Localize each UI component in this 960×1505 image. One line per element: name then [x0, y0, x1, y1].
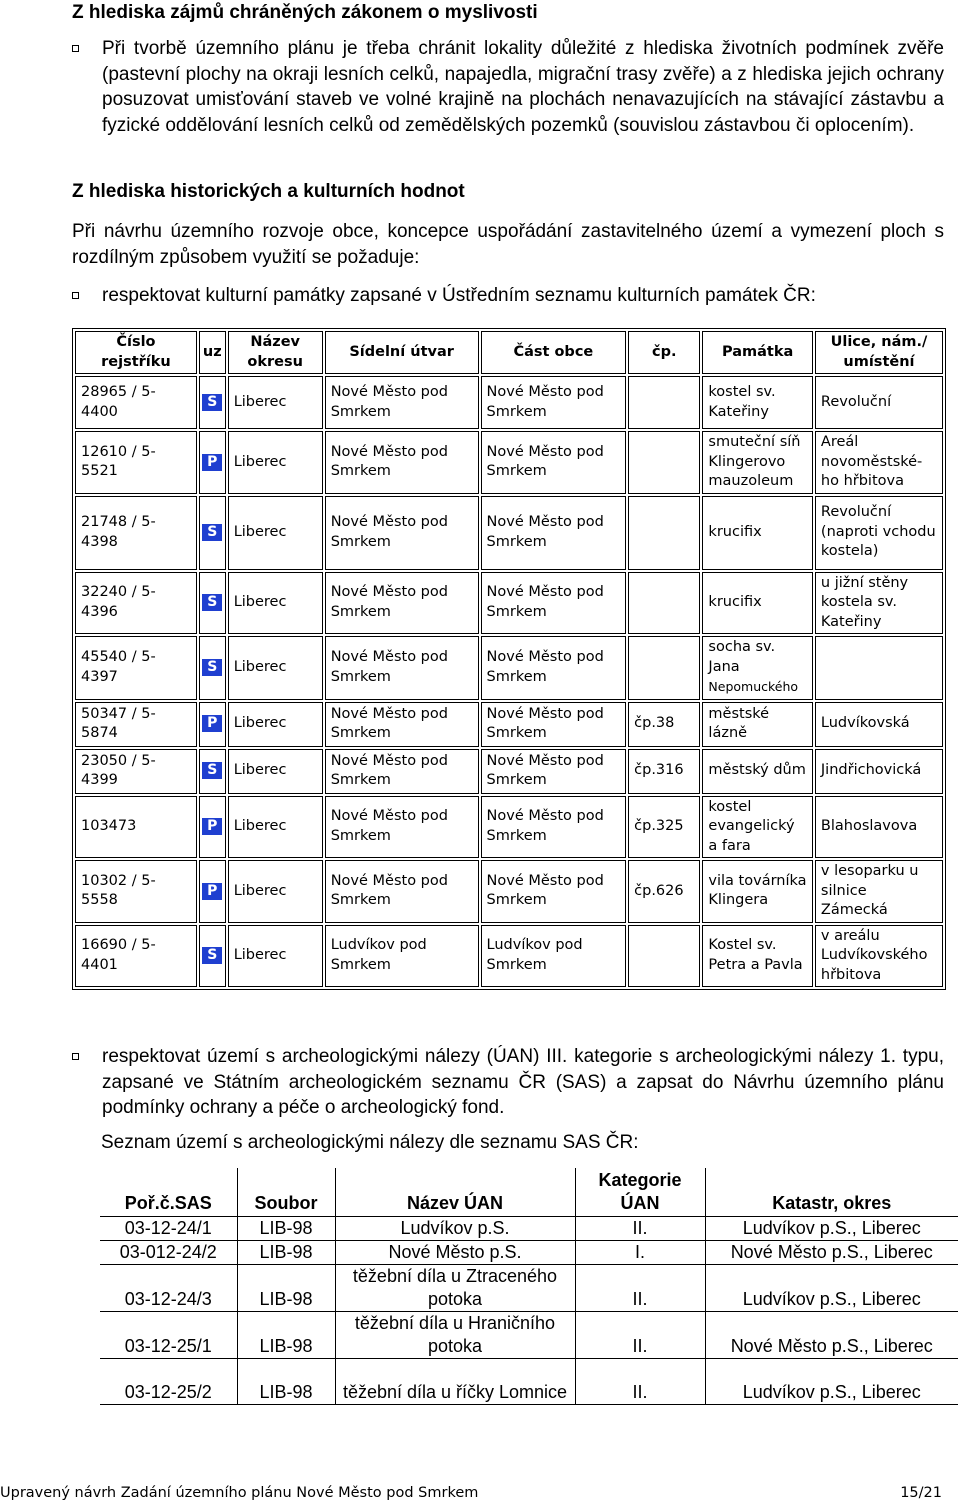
- table-header-row: [75, 331, 943, 374]
- intro-paragraph: Při návrhu územního rozvoje obce, koncepce uspořádání zastavitelného území a vymezení ploch s rozdílným způsobem využití se požaduje:: [72, 221, 944, 268]
- cell-ulice: Blahoslavova: [815, 796, 943, 859]
- cell-cast: Nové Město pod Smrkem: [481, 702, 627, 747]
- cell-okres: Liberec: [228, 496, 323, 570]
- cell-ulice: Revoluční: [815, 376, 943, 429]
- cell-uz: [199, 925, 226, 988]
- cell-uz: [199, 636, 226, 700]
- cell-cast: Nové Město pod Smrkem: [481, 860, 627, 923]
- cell-uz: [199, 431, 226, 494]
- cell-sidelni: Nové Město pod Smrkem: [325, 636, 479, 700]
- cell-pamatka: [702, 860, 812, 923]
- table-row: [75, 860, 943, 923]
- cell-ulice: Revoluční (naproti vchodu kostela): [815, 496, 943, 570]
- protection-badge: S: [202, 524, 222, 541]
- protection-badge: S: [202, 659, 222, 676]
- sas-row: [100, 1241, 958, 1265]
- pamatka-text: vila továrníka Klingera: [708, 872, 807, 909]
- cell-ulice: v areálu Ludvíkovského hřbitova: [815, 925, 943, 988]
- pamatka-text: krucifix: [708, 594, 762, 610]
- cell-cp: čp.316: [628, 749, 700, 794]
- cell-cp: [628, 572, 700, 635]
- bullet-text: respektovat kulturní památky zapsané v Ústředním seznamu kulturních památek ČR:: [102, 285, 816, 306]
- cell-sidelni: Nové Město pod Smrkem: [325, 749, 479, 794]
- sas-cell-nazev: těžební díla u Hraničního potoka: [335, 1312, 575, 1359]
- protection-badge: S: [202, 947, 222, 964]
- protection-badge: P: [202, 883, 222, 900]
- cell-sidelni: Nové Město pod Smrkem: [325, 796, 479, 859]
- cell-okres: Liberec: [228, 702, 323, 747]
- cell-cast: Nové Město pod Smrkem: [481, 796, 627, 859]
- cell-okres: Liberec: [228, 572, 323, 635]
- cell-pamatka: [702, 749, 812, 794]
- sas-cell-katastr: Ludvíkov p.S., Liberec: [705, 1359, 958, 1405]
- protection-badge: P: [202, 818, 222, 835]
- bullet-square-icon: [72, 292, 79, 299]
- table-row: [75, 702, 943, 747]
- cell-sidelni: Nové Město pod Smrkem: [325, 431, 479, 494]
- cell-ulice: Jindřichovická: [815, 749, 943, 794]
- cell-sidelni: Nové Město pod Smrkem: [325, 496, 479, 570]
- table-row: [75, 572, 943, 635]
- sas-cell-porc: 03-012-24/2: [100, 1241, 237, 1265]
- cell-cislo: 21748 / 5-4398: [75, 496, 197, 570]
- sas-intro: Seznam území s archeologickými nálezy dle seznamu SAS ČR:: [101, 1132, 639, 1153]
- cell-pamatka: [702, 796, 812, 859]
- cell-okres: Liberec: [228, 860, 323, 923]
- header-cast: Část obce: [481, 331, 627, 374]
- sas-cell-porc: 03-12-25/2: [100, 1359, 237, 1405]
- bullet-text: respektovat území s archeologickými nálezy (ÚAN) III. kategorie s archeologickými nálezy 1. typu, zapsané ve Státním archeologickém seznamu ČR (SAS) a zapsat do Návrhu územního plánu podmínky ochrany a péče o archeologický fond.: [102, 1046, 944, 1118]
- protection-badge: P: [202, 715, 222, 732]
- cell-uz: [199, 796, 226, 859]
- cell-cp: [628, 376, 700, 429]
- bullet-square-icon: [72, 45, 79, 52]
- sas-header-kategorie: Kategorie ÚAN: [575, 1168, 705, 1217]
- cell-cislo: 16690 / 5-4401: [75, 925, 197, 988]
- pamatka-text: městský dům: [708, 762, 806, 779]
- page-footer: [0, 1485, 942, 1501]
- cell-uz: [199, 376, 226, 429]
- bullet-archeology: [72, 1044, 944, 1121]
- cell-sidelni: Nové Město pod Smrkem: [325, 376, 479, 429]
- pamatka-small-text: Nepomuckého: [708, 679, 799, 694]
- heading-heritage: Z hlediska historických a kulturních hodnot: [72, 181, 465, 202]
- pamatka-text: kostel evangelický a fara: [708, 798, 795, 854]
- sas-cell-nazev: Ludvíkov p.S.: [335, 1217, 575, 1241]
- cell-cp: čp.38: [628, 702, 700, 747]
- cell-cp: [628, 431, 700, 494]
- table-row: [75, 376, 943, 429]
- pamatka-text: Kostel sv. Petra a Pavla: [708, 937, 803, 973]
- cell-pamatka: [702, 702, 812, 747]
- cell-sidelni: Nové Město pod Smrkem: [325, 702, 479, 747]
- table-row: [75, 636, 943, 700]
- protection-badge: S: [202, 394, 222, 411]
- sas-cell-katastr: Ludvíkov p.S., Liberec: [705, 1217, 958, 1241]
- sas-header-nazev: Název ÚAN: [335, 1168, 575, 1217]
- cell-cast: Nové Město pod Smrkem: [481, 636, 627, 700]
- cell-sidelni: Nové Město pod Smrkem: [325, 860, 479, 923]
- bullet-monuments: [72, 283, 944, 309]
- cell-cp: [628, 636, 700, 700]
- pamatka-text: krucifix: [708, 523, 762, 540]
- cell-ulice: [815, 636, 943, 700]
- sas-cell-katastr: Ludvíkov p.S., Liberec: [705, 1265, 958, 1312]
- pamatka-text: smuteční síň Klingerovo mauzoleum: [708, 434, 801, 489]
- table-row: [75, 496, 943, 570]
- cell-cast: Ludvíkov pod Smrkem: [481, 925, 627, 988]
- table-row: [75, 925, 943, 988]
- sas-header-row: [100, 1168, 958, 1217]
- table-row: [75, 431, 943, 494]
- footer-title: Upravený návrh Zadání územního plánu Nové Město pod Smrkem: [0, 1485, 479, 1501]
- sas-cell-soubor: LIB-98: [237, 1241, 335, 1265]
- cell-ulice: u jižní stěny kostela sv. Kateřiny: [815, 572, 943, 635]
- sas-cell-kategorie: II.: [575, 1265, 705, 1312]
- cell-cislo: 103473: [75, 796, 197, 859]
- bullet-hunting: [72, 36, 944, 138]
- sas-cell-nazev: těžební díla u říčky Lomnice: [335, 1359, 575, 1405]
- cell-cislo: 28965 / 5-4400: [75, 376, 197, 429]
- cell-cislo: 12610 / 5-5521: [75, 431, 197, 494]
- header-pamatka: Památka: [702, 331, 812, 374]
- monuments-table: [72, 328, 946, 990]
- cell-sidelni: Ludvíkov pod Smrkem: [325, 925, 479, 988]
- protection-badge: S: [202, 762, 222, 779]
- cell-cp: čp.325: [628, 796, 700, 859]
- sas-cell-kategorie: II.: [575, 1312, 705, 1359]
- cell-cast: Nové Město pod Smrkem: [481, 431, 627, 494]
- cell-uz: [199, 860, 226, 923]
- sas-cell-soubor: LIB-98: [237, 1359, 335, 1405]
- cell-cislo: 10302 / 5-5558: [75, 860, 197, 923]
- sas-row: [100, 1217, 958, 1241]
- pamatka-text: socha sv. Jana: [708, 639, 776, 675]
- pamatka-text: městské lázně: [708, 705, 770, 741]
- cell-pamatka: [702, 925, 812, 988]
- sas-table: [100, 1168, 958, 1405]
- cell-pamatka: [702, 376, 812, 429]
- cell-cislo: 32240 / 5-4396: [75, 572, 197, 635]
- header-sidelni: Sídelní útvar: [325, 331, 479, 374]
- bullet-text: Při tvorbě územního plánu je třeba chránit lokality důležité z hlediska životních podmínek zvěře (pastevní plochy na okraji lesních celků, napajedla, migrační trasy zvěře) a z hlediska jejich ochrany posuzovat umisťování staveb ve volné krajině na plochách nenavazujících na stávající zástavbu a fyzické oddělování lesních celků od zemědělských pozemků (souvislou zástavbou či oplocením).: [102, 38, 944, 136]
- cell-okres: Liberec: [228, 796, 323, 859]
- cell-ulice: v lesoparku u silnice Zámecká: [815, 860, 943, 923]
- cell-okres: Liberec: [228, 925, 323, 988]
- cell-pamatka: [702, 431, 812, 494]
- cell-uz: [199, 572, 226, 635]
- cell-cislo: 50347 / 5-5874: [75, 702, 197, 747]
- sas-cell-porc: 03-12-24/1: [100, 1217, 237, 1241]
- sas-cell-katastr: Nové Město p.S., Liberec: [705, 1241, 958, 1265]
- sas-cell-soubor: LIB-98: [237, 1265, 335, 1312]
- cell-ulice: Ludvíkovská: [815, 702, 943, 747]
- protection-badge: P: [202, 454, 222, 471]
- cell-cislo: 45540 / 5-4397: [75, 636, 197, 700]
- sas-cell-kategorie: II.: [575, 1359, 705, 1405]
- sas-row: [100, 1265, 958, 1312]
- cell-sidelni: Nové Město pod Smrkem: [325, 572, 479, 635]
- header-cp: čp.: [628, 331, 700, 374]
- cell-cp: čp.626: [628, 860, 700, 923]
- sas-cell-soubor: LIB-98: [237, 1312, 335, 1359]
- page-number: 15/21: [900, 1485, 942, 1501]
- pamatka-text: kostel sv. Kateřiny: [708, 384, 776, 420]
- sas-cell-kategorie: II.: [575, 1217, 705, 1241]
- cell-cp: [628, 496, 700, 570]
- cell-okres: Liberec: [228, 376, 323, 429]
- sas-cell-soubor: LIB-98: [237, 1217, 335, 1241]
- table-row: [75, 796, 943, 859]
- cell-cislo: 23050 / 5-4399: [75, 749, 197, 794]
- cell-okres: Liberec: [228, 749, 323, 794]
- protection-badge: S: [202, 594, 222, 611]
- cell-uz: [199, 702, 226, 747]
- cell-uz: [199, 496, 226, 570]
- sas-header-porc: Poř.č.SAS: [100, 1168, 237, 1217]
- header-cislo: Číslo rejstříku: [75, 331, 197, 374]
- cell-pamatka: [702, 636, 812, 700]
- cell-cast: Nové Město pod Smrkem: [481, 749, 627, 794]
- header-okres: Název okresu: [228, 331, 323, 374]
- sas-cell-nazev: těžební díla u Ztraceného potoka: [335, 1265, 575, 1312]
- cell-cast: Nové Město pod Smrkem: [481, 376, 627, 429]
- sas-cell-katastr: Nové Město p.S., Liberec: [705, 1312, 958, 1359]
- cell-pamatka: [702, 496, 812, 570]
- cell-pamatka: [702, 572, 812, 635]
- cell-cp: [628, 925, 700, 988]
- bullet-square-icon: [72, 1053, 79, 1060]
- header-ulice: Ulice, nám./ umístění: [815, 331, 943, 374]
- heading-hunting: Z hlediska zájmů chráněných zákonem o myslivosti: [72, 2, 538, 23]
- sas-header-soubor: Soubor: [237, 1168, 335, 1217]
- sas-row: [100, 1312, 958, 1359]
- cell-cast: Nové Město pod Smrkem: [481, 496, 627, 570]
- sas-cell-porc: 03-12-24/3: [100, 1265, 237, 1312]
- sas-cell-kategorie: I.: [575, 1241, 705, 1265]
- sas-row: [100, 1359, 958, 1405]
- cell-okres: Liberec: [228, 431, 323, 494]
- header-uz: uz: [199, 331, 226, 374]
- cell-ulice: Areál novoměstské-ho hřbitova: [815, 431, 943, 494]
- sas-cell-porc: 03-12-25/1: [100, 1312, 237, 1359]
- cell-uz: [199, 749, 226, 794]
- sas-header-katastr: Katastr, okres: [705, 1168, 958, 1217]
- cell-okres: Liberec: [228, 636, 323, 700]
- table-row: [75, 749, 943, 794]
- cell-cast: Nové Město pod Smrkem: [481, 572, 627, 635]
- sas-cell-nazev: Nové Město p.S.: [335, 1241, 575, 1265]
